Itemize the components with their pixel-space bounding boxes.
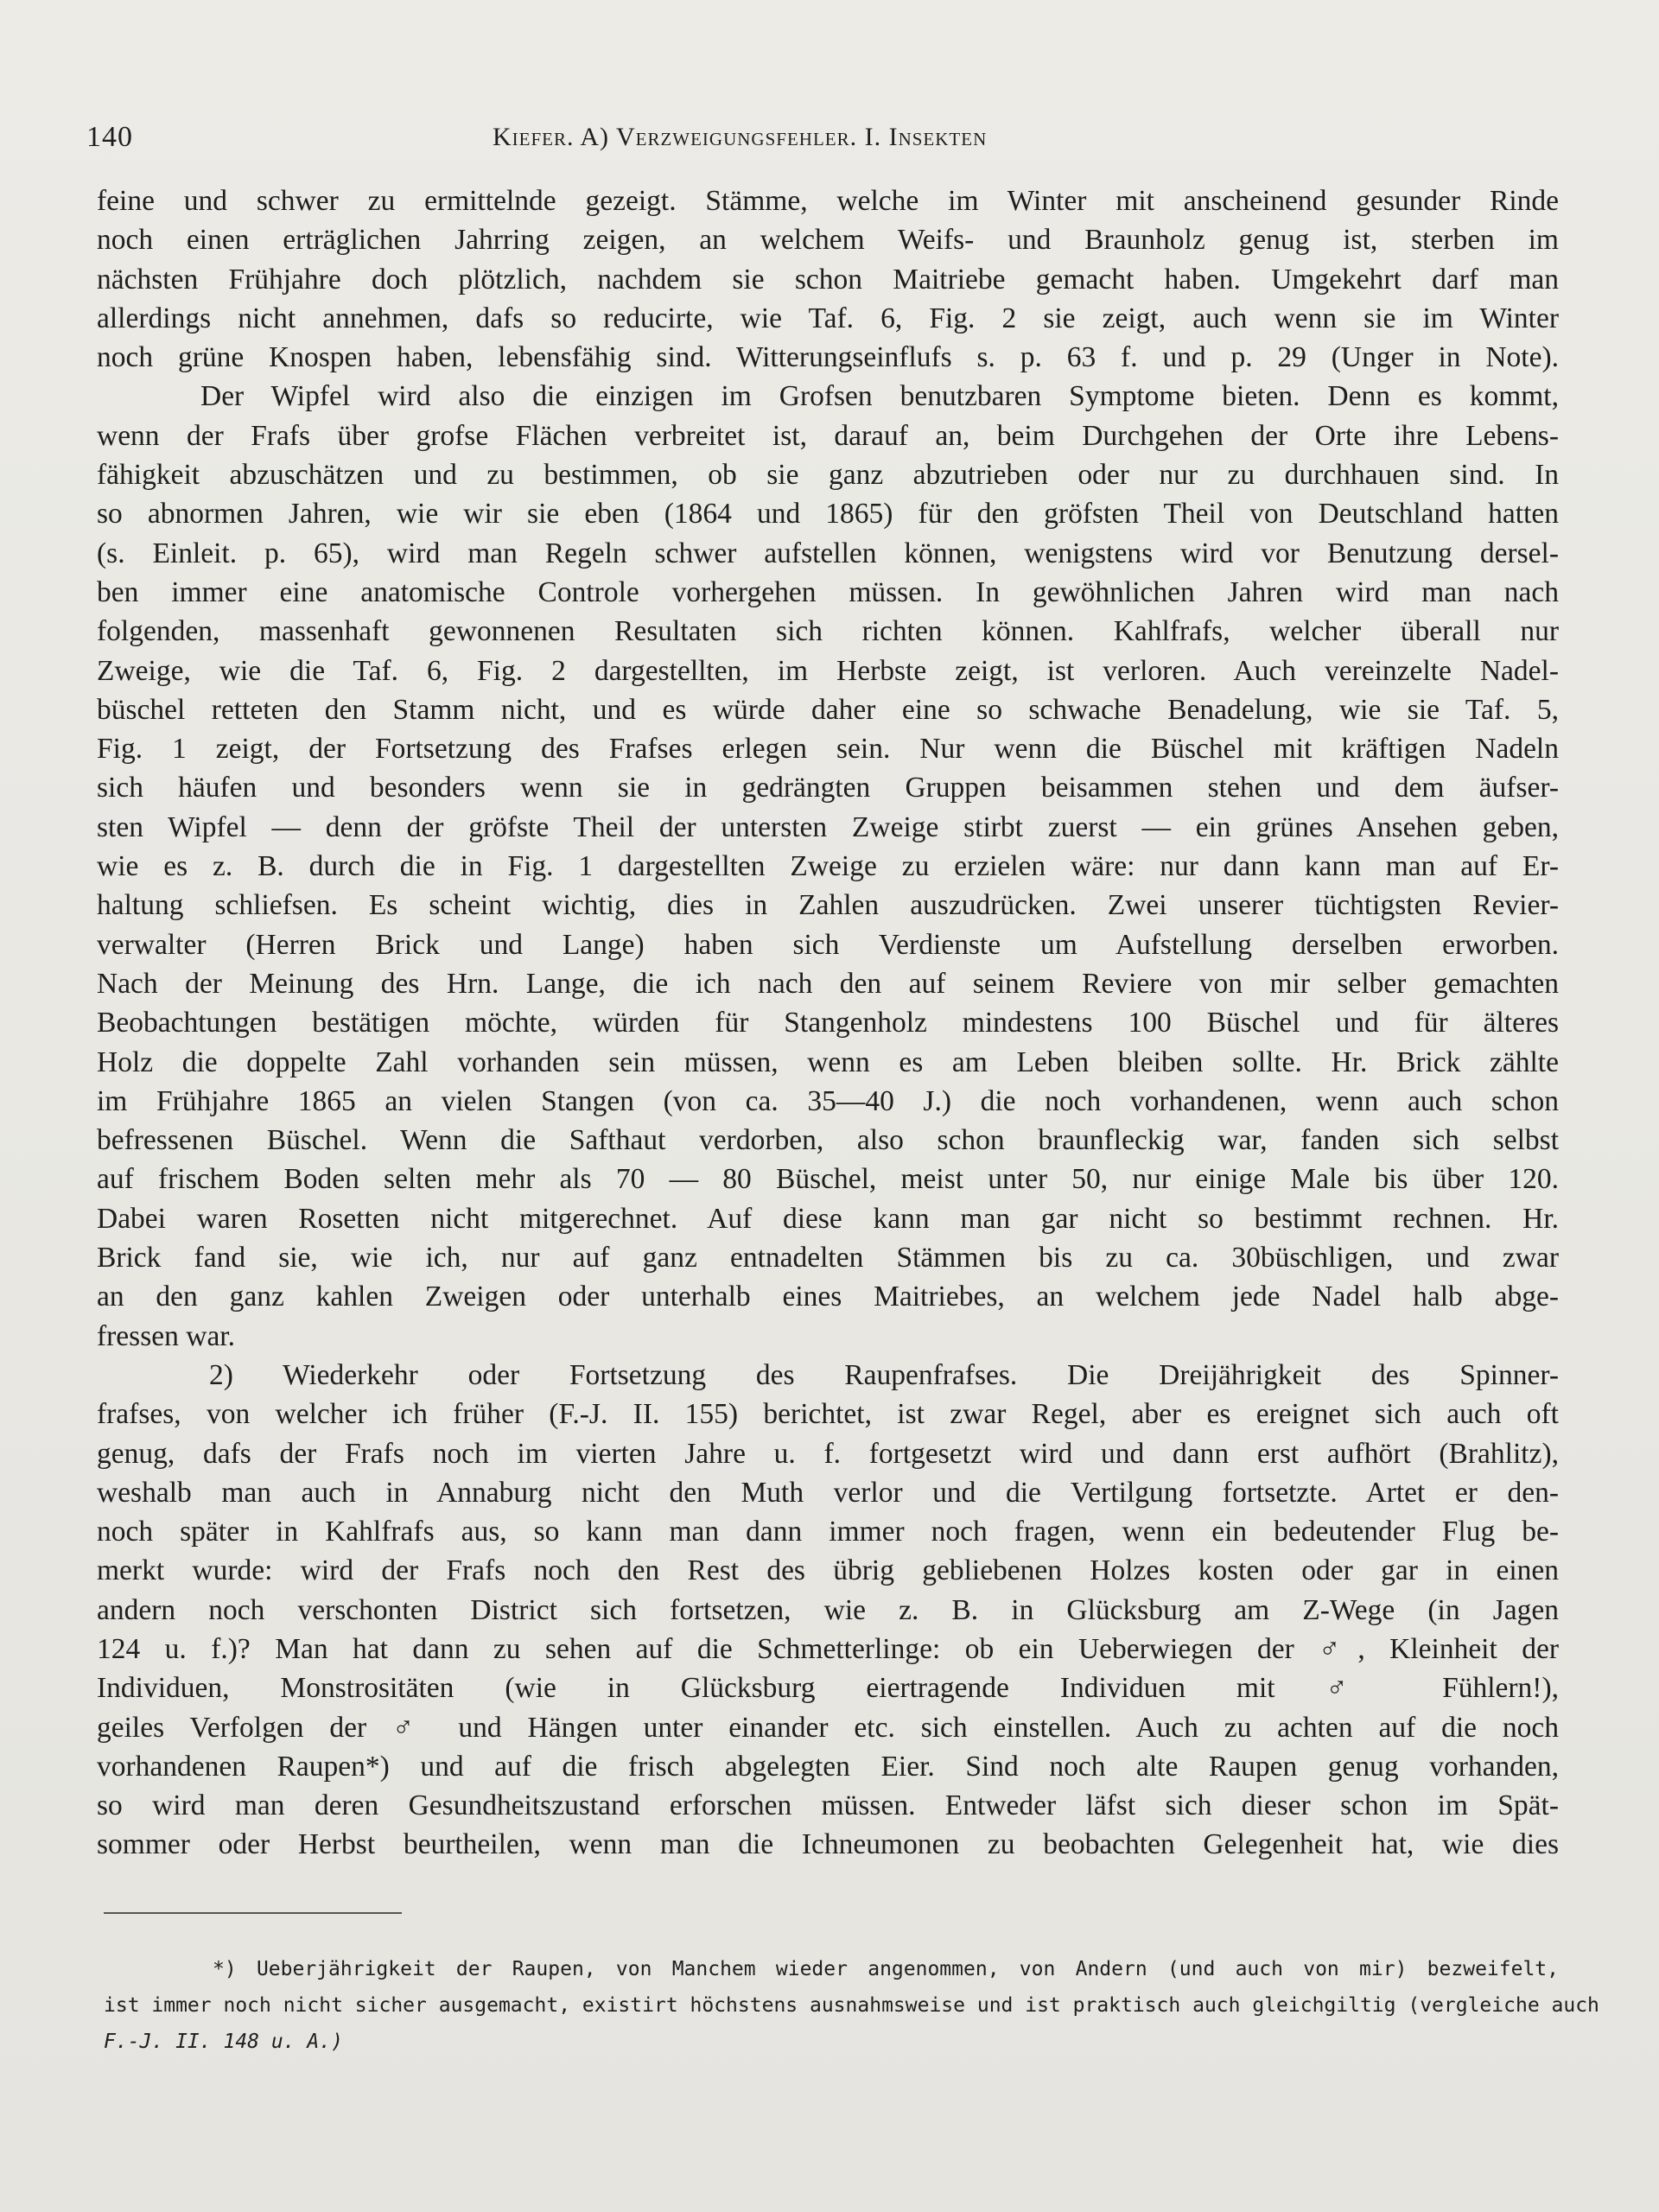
text-line: Dabei waren Rosetten nicht mitgerechnet. Auf diese kann man gar nicht so bestimmt rechnen. Hr. — [97, 1202, 1559, 1235]
footnote — [104, 1951, 1599, 2060]
text-line: befressenen Büschel. Wenn die Safthaut verdorben, also schon braunfleckig war, fanden sich selbst — [97, 1124, 1559, 1157]
text-line: 124 u. f.)? Man hat dann zu sehen auf die Schmetterlinge: ob ein Ueberwiegen der ♂, Kleinheit der — [97, 1632, 1559, 1665]
text-line: ben immer eine anatomische Controle vorhergehen müssen. In gewöhnlichen Jahren wird man nach — [97, 575, 1559, 608]
text-line: andern noch verschonten District sich fortsetzen, wie z. B. in Glücksburg am Z-Wege (in Jagen — [97, 1593, 1559, 1626]
footnote-line: ist immer noch nicht sicher ausgemacht, existirt höchstens ausnahmsweise und ist praktisch auch gleichgiltig (vergleiche auch — [104, 1994, 1599, 2017]
text-line: so wird man deren Gesundheitszustand erforschen müssen. Entweder läfst sich dieser schon im Spät- — [97, 1789, 1559, 1822]
text-line: Der Wipfel wird also die einzigen im Grofsen benutzbaren Symptome bieten. Denn es kommt, — [200, 380, 1559, 413]
text-line: feine und schwer zu ermittelnde gezeigt. Stämme, welche im Winter mit anscheinend gesunder Rinde — [97, 185, 1559, 217]
text-line: haltung schliefsen. Es scheint wichtig, dies in Zahlen auszudrücken. Zwei unserer tüchtigsten Revier- — [97, 889, 1559, 922]
text-line: sten Wipfel — denn der gröfste Theil der untersten Zweige stirbt zuerst — ein grünes Ansehen geben, — [97, 810, 1559, 843]
text-line: frafses, von welcher ich früher (F.-J. II. 155) berichtet, ist zwar Regel, aber es ereignet sich auch oft — [97, 1398, 1559, 1431]
text-line: fähigkeit abzuschätzen und zu bestimmen, ob sie ganz abzutrieben oder nur zu durchhauen sind. In — [97, 459, 1559, 492]
footnote-line: *) Ueberjährigkeit der Raupen, von Manchem wieder angenommen, von Andern (und auch von mir) bezweifelt, — [213, 1958, 1559, 1980]
body-text — [97, 181, 1559, 1865]
text-line: geiles Verfolgen der ♂ und Hängen unter einander etc. sich einstellen. Auch zu achten auf die noch — [97, 1711, 1559, 1744]
text-line: Brick fand sie, wie ich, nur auf ganz entnadelten Stämmen bis zu ca. 30büschligen, und zwar — [97, 1242, 1559, 1274]
text-line: sommer oder Herbst beurtheilen, wenn man die Ichneumonen zu beobachten Gelegenheit hat, wie dies — [97, 1828, 1559, 1861]
text-line: auf frischem Boden selten mehr als 70 — 80 Büschel, meist unter 50, nur einige Male bis über 120. — [97, 1163, 1559, 1196]
text-line: im Frühjahre 1865 an vielen Stangen (von ca. 35—40 J.) die noch vorhandenen, wenn auch schon — [97, 1084, 1559, 1117]
text-line: Zweige, wie die Taf. 6, Fig. 2 dargestellten, im Herbste zeigt, ist verloren. Auch vereinzelte Nadel- — [97, 654, 1559, 687]
text-line: so abnormen Jahren, wie wir sie eben (1864 und 1865) für den gröfsten Theil von Deutschland hatten — [97, 498, 1559, 531]
text-line: Beobachtungen bestätigen möchte, würden für Stangenholz mindestens 100 Büschel und für älteres — [97, 1007, 1559, 1039]
text-line: büschel retteten den Stamm nicht, und es würde daher eine so schwache Benadelung, wie sie Taf. 5, — [97, 693, 1559, 726]
text-line: 2) Wiederkehr oder Fortsetzung des Raupenfrafses. Die Dreijährigkeit des Spinner- — [209, 1358, 1559, 1391]
text-line: fressen war. — [97, 1319, 235, 1352]
text-line: Fig. 1 zeigt, der Fortsetzung des Frafses erlegen sein. Nur wenn die Büschel mit kräftigen Nadeln — [97, 733, 1559, 766]
text-line: an den ganz kahlen Zweigen oder unterhalb eines Maitriebes, an welchem jede Nadel halb abge- — [97, 1281, 1559, 1313]
text-line: noch später in Kahlfrafs aus, so kann man dann immer noch fragen, wenn ein bedeutender Flug be- — [97, 1516, 1559, 1548]
text-line: (s. Einleit. p. 65), wird man Regeln schwer aufstellen können, wenigstens wird vor Benutzung dersel- — [97, 537, 1559, 569]
text-line: folgenden, massenhaft gewonnenen Resultaten sich richten können. Kahlfrafs, welcher überall nur — [97, 615, 1559, 648]
running-head: Kiefer. A) Verzweigungsfehler. I. Insekten — [493, 123, 988, 151]
text-line: genug, dafs der Frafs noch im vierten Jahre u. f. fortgesetzt wird und dann erst aufhört (Brahlitz), — [97, 1437, 1559, 1470]
text-line: vorhandenen Raupen*) und auf die frisch abgelegten Eier. Sind noch alte Raupen genug vorhanden, — [97, 1750, 1559, 1783]
text-line: noch grüne Knospen haben, lebensfähig sind. Witterungseinflufs s. p. 63 f. und p. 29 (Unger in Note). — [97, 341, 1559, 374]
text-line: merkt wurde: wird der Frafs noch den Rest des übrig gebliebenen Holzes kosten oder gar in einen — [97, 1554, 1559, 1587]
text-line: wenn der Frafs über grofse Flächen verbreitet ist, darauf an, beim Durchgehen der Orte ihre Lebens- — [97, 419, 1559, 452]
footnote-line: F.-J. II. 148 u. A.) — [104, 2031, 343, 2053]
text-line: noch einen erträglichen Jahrring zeigen, an welchem Weifs- und Braunholz genug ist, sterben im — [97, 224, 1559, 257]
page-number: 140 — [86, 121, 133, 153]
text-line: nächsten Frühjahre doch plötzlich, nachdem sie schon Maitriebe gemacht haben. Umgekehrt darf man — [97, 263, 1559, 296]
footnote-divider — [104, 1912, 402, 1914]
text-line: Nach der Meinung des Hrn. Lange, die ich nach den auf seinem Reviere von mir selber gemachten — [97, 967, 1559, 1000]
text-line: verwalter (Herren Brick und Lange) haben sich Verdienste um Aufstellung derselben erworben. — [97, 928, 1559, 961]
text-line: allerdings nicht annehmen, dafs so reducirte, wie Taf. 6, Fig. 2 sie zeigt, auch wenn sie im Winter — [97, 302, 1559, 334]
text-line: weshalb man auch in Annaburg nicht den Muth verlor und die Vertilgung fortsetzte. Artet er den- — [97, 1476, 1559, 1509]
text-line: Individuen, Monstrositäten (wie in Glücksburg eiertragende Individuen mit ♂ Fühlern!), — [97, 1672, 1559, 1705]
page-header — [86, 121, 1555, 159]
text-line: wie es z. B. durch die in Fig. 1 dargestellten Zweige zu erzielen wäre: nur dann kann man auf Er- — [97, 850, 1559, 883]
text-line: Holz die doppelte Zahl vorhanden sein müssen, wenn es am Leben bleiben sollte. Hr. Brick zählte — [97, 1046, 1559, 1078]
text-line: sich häufen und besonders wenn sie in gedrängten Gruppen beisammen stehen und dem äufser- — [97, 772, 1559, 804]
